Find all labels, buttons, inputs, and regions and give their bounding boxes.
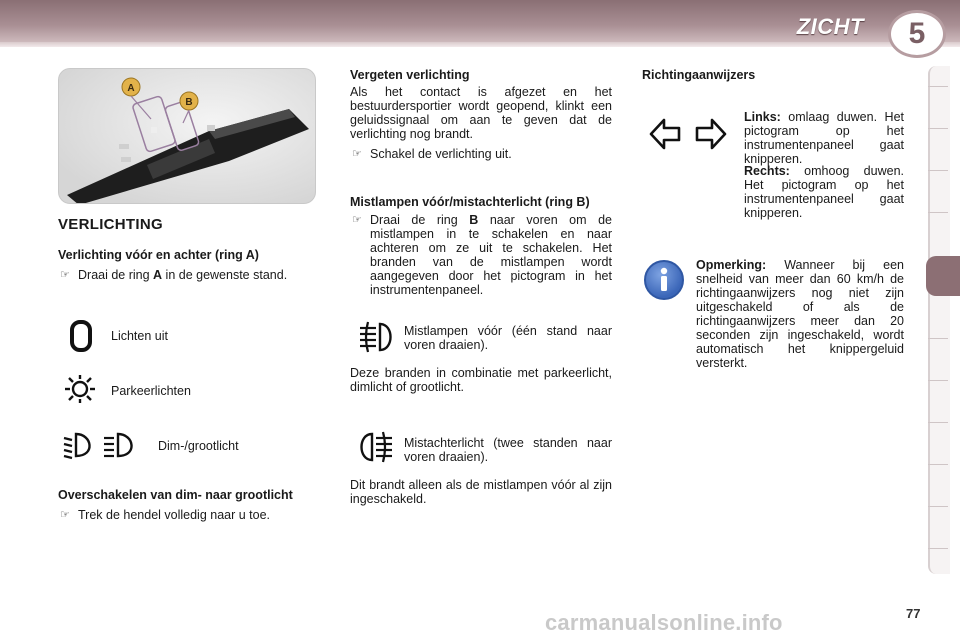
fog-text-post: naar voren om de mistlampen in te schakelen en naar achteren om ze uit te schakelen. Het branden van de mistlampen wordt aangegeven door het pictogram in het instrumentenpaneel. bbox=[370, 213, 612, 297]
indicators-heading: Richtingaanwijzers bbox=[642, 68, 756, 82]
switch-text: Trek de hendel volledig naar u toe. bbox=[78, 508, 271, 522]
forgotten-instruction bbox=[350, 147, 612, 161]
chapter-tab-rail bbox=[928, 66, 950, 574]
pointing-hand-icon: ☞ bbox=[60, 269, 70, 281]
tab-divider bbox=[928, 86, 948, 87]
lights-off-label: Lichten uit bbox=[111, 329, 168, 343]
front-fog-icon bbox=[356, 320, 396, 359]
chapter-badge bbox=[888, 10, 946, 58]
header-stripe bbox=[0, 42, 960, 47]
note-paragraph bbox=[642, 258, 904, 370]
rear-fog-note: Dit brandt alleen als de mistlampen vóór al zijn ingeschakeld. bbox=[350, 478, 612, 506]
chapter-tab-active bbox=[926, 256, 960, 296]
chapter-title: ZICHT bbox=[796, 14, 864, 39]
fog-instruction bbox=[350, 213, 612, 297]
note-bold: Opmerking: bbox=[696, 258, 767, 272]
front-fog-note: Deze branden in combinatie met parkeerlicht, dimlicht of grootlicht. bbox=[350, 366, 612, 394]
rear-fog-icon bbox=[356, 430, 396, 471]
indicator-left-icon bbox=[648, 116, 682, 157]
forgotten-text: Als het contact is afgezet en het bestuurdersportier wordt geopend, klinkt een geluidssignaal om aan te geven dat de verlichting nog brandt. bbox=[350, 85, 612, 141]
switch-heading: Overschakelen van dim- naar grootlicht bbox=[58, 488, 293, 502]
ring-a-bold: A bbox=[153, 268, 163, 282]
tab-divider bbox=[928, 464, 948, 465]
tab-divider bbox=[928, 548, 948, 549]
indicator-right-desc: omhoog duwen. Het pictogram op het instrumentenpaneel gaat knipperen. bbox=[744, 164, 904, 220]
switch-instruction bbox=[58, 508, 320, 522]
section-title: VERLICHTING bbox=[58, 216, 163, 233]
dipped-main-beam-icon bbox=[62, 430, 144, 465]
section-fog-lamps bbox=[350, 195, 612, 297]
fog-text-pre: Draai de ring bbox=[370, 213, 470, 227]
ring-a-text-pre: Draai de ring bbox=[78, 268, 154, 282]
indicator-left-text bbox=[744, 110, 904, 166]
indicator-right-text bbox=[744, 164, 904, 220]
ring-b-label: B bbox=[185, 97, 193, 108]
tab-divider bbox=[928, 170, 948, 171]
parking-lights-label: Parkeerlichten bbox=[111, 384, 191, 398]
section-switch-beam bbox=[58, 488, 320, 522]
rear-fog-label: Mistachterlicht (twee standen naar voren draaien). bbox=[404, 436, 612, 464]
section-note bbox=[642, 258, 904, 370]
watermark: carmanualsonline.info bbox=[545, 610, 783, 635]
page-header bbox=[0, 0, 960, 56]
pointing-hand-icon: ☞ bbox=[352, 148, 362, 160]
ring-a-heading: Verlichting vóór en achter (ring A) bbox=[58, 248, 259, 262]
ring-a-text-post: in de gewenste stand. bbox=[162, 268, 288, 282]
section-forgotten-lights bbox=[350, 68, 612, 161]
light-stalk-illustration bbox=[59, 69, 316, 204]
dipped-main-beam-label: Dim-/grootlicht bbox=[158, 439, 239, 453]
indicator-left-desc: omlaag duwen. Het pictogram op het instrumentenpaneel gaat knipperen. bbox=[744, 110, 904, 166]
section-indicators bbox=[642, 68, 904, 82]
indicator-left-bold: Links: bbox=[744, 110, 781, 124]
fog-heading: Mistlampen vóór/mistachterlicht (ring B) bbox=[350, 195, 590, 209]
note-text: Wanneer bij een snelheid van meer dan 60 km/h de richtingaanwijzers nog niet zijn uitgeschakeld of als de richtingaanwijzers meer dan 20 seconden zijn ingeschakeld, wordt automatisch het knippergeluid versterkt. bbox=[696, 258, 904, 370]
parking-lights-icon bbox=[62, 372, 98, 411]
section-lighting bbox=[58, 218, 320, 282]
pointing-hand-icon: ☞ bbox=[60, 509, 70, 521]
tab-divider bbox=[928, 212, 948, 213]
indicator-right-icon bbox=[694, 116, 728, 157]
chapter-number: 5 bbox=[908, 17, 926, 50]
tab-divider bbox=[928, 506, 948, 507]
fog-bold: B bbox=[469, 213, 479, 227]
tab-divider bbox=[928, 338, 948, 339]
tab-divider bbox=[928, 128, 948, 129]
ring-a-instruction bbox=[58, 268, 320, 282]
tab-divider bbox=[928, 380, 948, 381]
tab-divider bbox=[928, 422, 948, 423]
page-number: 77 bbox=[906, 606, 921, 621]
pointing-hand-icon: ☞ bbox=[352, 214, 362, 226]
forgotten-bullet-text: Schakel de verlichting uit. bbox=[370, 147, 512, 161]
light-stalk-photo bbox=[58, 68, 316, 204]
forgotten-heading: Vergeten verlichting bbox=[350, 68, 470, 82]
indicator-right-bold: Rechts: bbox=[744, 164, 790, 178]
front-fog-label: Mistlampen vóór (één stand naar voren draaien). bbox=[404, 324, 612, 352]
lights-off-icon bbox=[66, 320, 98, 357]
ring-a-label: A bbox=[127, 83, 135, 94]
